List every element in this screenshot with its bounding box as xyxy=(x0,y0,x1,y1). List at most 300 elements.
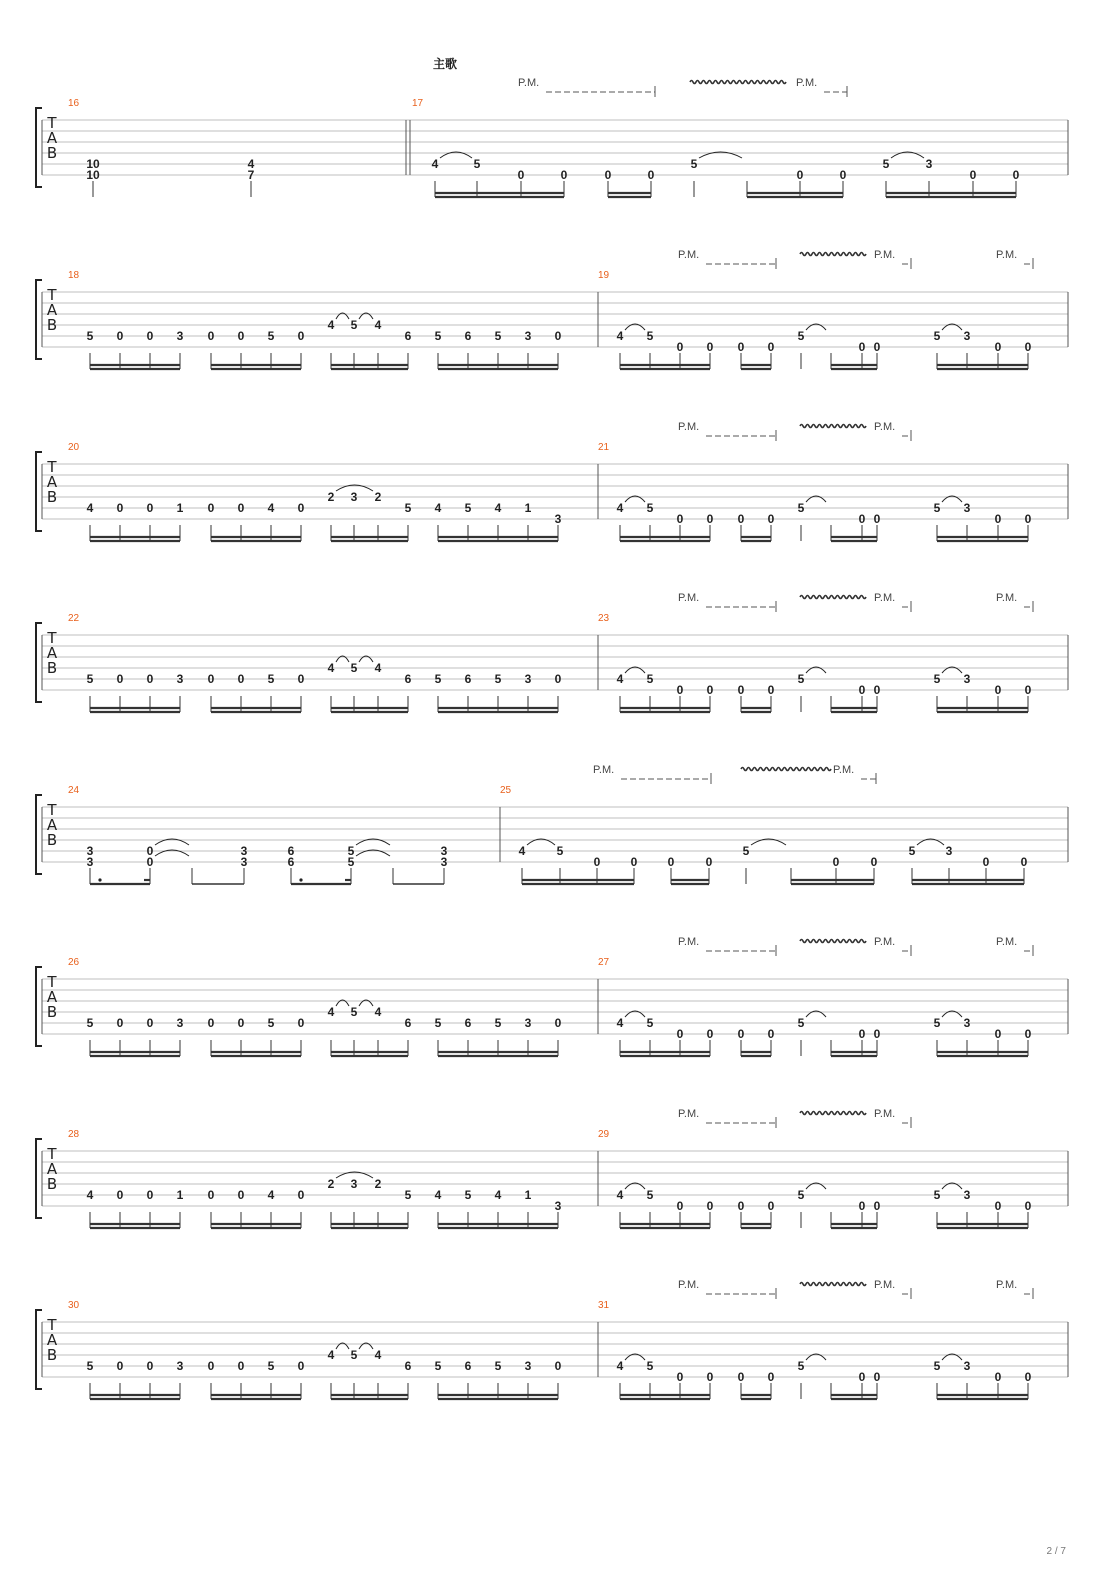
tab-clef-letter: T xyxy=(47,1145,57,1163)
tab-clef-letter: A xyxy=(46,644,58,662)
fret-number: 1 xyxy=(176,1188,184,1202)
fret-number: 5 xyxy=(797,501,805,515)
dot xyxy=(299,878,302,881)
fret-number: 6 xyxy=(287,844,295,858)
fret-number: 5 xyxy=(86,1016,94,1030)
palm-mute-label: P.M. xyxy=(996,592,1018,604)
fret-number: 4 xyxy=(494,501,502,515)
fret-number: 5 xyxy=(434,329,442,343)
vibrato-mark xyxy=(800,425,866,428)
fret-number: 5 xyxy=(434,672,442,686)
vibrato-mark xyxy=(741,768,831,771)
fret-number: 5 xyxy=(933,672,941,686)
fret-number: 0 xyxy=(676,1370,684,1384)
fret-number: 5 xyxy=(797,329,805,343)
fret-number: 2 xyxy=(327,490,335,504)
fret-number: 5 xyxy=(933,1016,941,1030)
tab-clef-letter: T xyxy=(47,629,57,647)
fret-number: 0 xyxy=(146,1016,154,1030)
fret-number: 3 xyxy=(524,1016,532,1030)
fret-number: 3 xyxy=(963,1188,971,1202)
fret-number: 3 xyxy=(440,844,448,858)
fret-number: 0 xyxy=(116,1016,124,1030)
fret-number: 0 xyxy=(237,1359,245,1373)
vibrato-mark xyxy=(800,1283,866,1286)
fret-number: 0 xyxy=(667,855,675,869)
fret-number: 3 xyxy=(350,490,358,504)
fret-number: 3 xyxy=(524,329,532,343)
palm-mute-label: P.M. xyxy=(874,1279,896,1291)
system-bracket xyxy=(36,795,42,874)
vibrato-mark xyxy=(800,253,866,256)
fret-number: 1 xyxy=(524,1188,532,1202)
fret-number: 0 xyxy=(116,329,124,343)
fret-number: 4 xyxy=(494,1188,502,1202)
fret-number: 0 xyxy=(767,1199,775,1213)
fret-number: 5 xyxy=(742,844,750,858)
fret-number: 5 xyxy=(933,329,941,343)
palm-mute-label: P.M. xyxy=(678,592,700,604)
fret-number: 0 xyxy=(554,1016,562,1030)
fret-number: 5 xyxy=(404,1188,412,1202)
fret-number: 4 xyxy=(616,672,624,686)
fret-number: 0 xyxy=(873,1199,881,1213)
fret-number: 0 xyxy=(297,672,305,686)
fret-number: 4 xyxy=(616,1359,624,1373)
tab-clef-letter: A xyxy=(46,816,58,834)
fret-number: 5 xyxy=(882,157,890,171)
fret-number: 0 xyxy=(706,1199,714,1213)
fret-number: 5 xyxy=(933,501,941,515)
fret-number: 3 xyxy=(240,855,248,869)
system-bracket xyxy=(36,1139,42,1218)
fret-number: 5 xyxy=(267,1016,275,1030)
fret-number: 5 xyxy=(646,672,654,686)
tab-clef-letter: A xyxy=(46,129,58,147)
fret-number: 0 xyxy=(554,329,562,343)
fret-number: 0 xyxy=(517,168,525,182)
fret-number: 5 xyxy=(86,1359,94,1373)
fret-number: 5 xyxy=(473,157,481,171)
fret-number: 0 xyxy=(297,329,305,343)
fret-number: 4 xyxy=(86,1188,94,1202)
fret-number: 0 xyxy=(767,512,775,526)
fret-number: 3 xyxy=(176,329,184,343)
fret-number: 0 xyxy=(116,672,124,686)
fret-number: 0 xyxy=(1024,1199,1032,1213)
fret-number: 0 xyxy=(237,1016,245,1030)
fret-number: 0 xyxy=(297,501,305,515)
fret-number: 6 xyxy=(404,329,412,343)
fret-number: 5 xyxy=(347,844,355,858)
fret-number: 0 xyxy=(146,672,154,686)
fret-number: 5 xyxy=(556,844,564,858)
fret-number: 0 xyxy=(207,672,215,686)
fret-number: 0 xyxy=(706,1370,714,1384)
fret-number: 0 xyxy=(237,329,245,343)
fret-number: 3 xyxy=(176,672,184,686)
fret-number: 5 xyxy=(267,329,275,343)
bar-number: 23 xyxy=(598,613,610,624)
palm-mute-label: P.M. xyxy=(678,1279,700,1291)
fret-number: 5 xyxy=(690,157,698,171)
fret-number: 5 xyxy=(797,1359,805,1373)
fret-number: 3 xyxy=(925,157,933,171)
fret-number: 0 xyxy=(858,1027,866,1041)
section-label: 主歌 xyxy=(432,57,458,71)
fret-number: 4 xyxy=(374,318,382,332)
palm-mute-label: P.M. xyxy=(833,764,855,776)
fret-number: 3 xyxy=(86,855,94,869)
fret-number: 5 xyxy=(646,1188,654,1202)
tab-clef-letter: T xyxy=(47,1316,57,1334)
fret-number: 6 xyxy=(404,672,412,686)
fret-number: 0 xyxy=(676,683,684,697)
fret-number: 0 xyxy=(767,683,775,697)
fret-number: 0 xyxy=(237,501,245,515)
fret-number: 4 xyxy=(327,661,335,675)
fret-number: 4 xyxy=(327,1348,335,1362)
fret-number: 3 xyxy=(963,1359,971,1373)
fret-number: 0 xyxy=(554,1359,562,1373)
fret-number: 5 xyxy=(464,501,472,515)
fret-number: 0 xyxy=(1020,855,1028,869)
bar-number: 29 xyxy=(598,1129,610,1140)
fret-number: 3 xyxy=(176,1359,184,1373)
tab-clef-letter: T xyxy=(47,114,57,132)
fret-number: 0 xyxy=(737,1199,745,1213)
fret-number: 5 xyxy=(267,1359,275,1373)
fret-number: 3 xyxy=(176,1016,184,1030)
fret-number: 0 xyxy=(146,1359,154,1373)
fret-number: 0 xyxy=(560,168,568,182)
fret-number: 3 xyxy=(350,1177,358,1191)
fret-number: 0 xyxy=(676,1027,684,1041)
tab-clef-letter: A xyxy=(46,473,58,491)
fret-number: 5 xyxy=(267,672,275,686)
fret-number: 3 xyxy=(945,844,953,858)
fret-number: 0 xyxy=(146,329,154,343)
bar-number: 17 xyxy=(412,98,424,109)
tab-clef-letter: A xyxy=(46,988,58,1006)
fret-number: 2 xyxy=(327,1177,335,1191)
fret-number: 0 xyxy=(146,855,154,869)
palm-mute-label: P.M. xyxy=(593,764,615,776)
fret-number: 6 xyxy=(464,1359,472,1373)
fret-number: 0 xyxy=(676,512,684,526)
fret-number: 5 xyxy=(494,1359,502,1373)
fret-number: 0 xyxy=(146,501,154,515)
fret-number: 0 xyxy=(706,512,714,526)
fret-number: 3 xyxy=(554,1199,562,1213)
palm-mute-label: P.M. xyxy=(874,249,896,261)
fret-number: 6 xyxy=(404,1016,412,1030)
fret-number: 4 xyxy=(431,157,439,171)
fret-number: 2 xyxy=(374,490,382,504)
fret-number: 4 xyxy=(434,501,442,515)
system-bracket xyxy=(36,623,42,702)
fret-number: 0 xyxy=(832,855,840,869)
bar-number: 18 xyxy=(68,270,80,281)
fret-number: 5 xyxy=(933,1359,941,1373)
bar-number: 26 xyxy=(68,957,80,968)
fret-number: 5 xyxy=(646,329,654,343)
fret-number: 0 xyxy=(604,168,612,182)
system-bracket xyxy=(36,280,42,359)
fret-number: 0 xyxy=(116,1188,124,1202)
fret-number: 0 xyxy=(207,501,215,515)
fret-number: 5 xyxy=(908,844,916,858)
fret-number: 0 xyxy=(870,855,878,869)
fret-number: 0 xyxy=(593,855,601,869)
tab-clef-letter: B xyxy=(46,144,58,162)
fret-number: 7 xyxy=(247,168,255,182)
fret-number: 0 xyxy=(796,168,804,182)
bar-number: 19 xyxy=(598,270,610,281)
fret-number: 0 xyxy=(982,855,990,869)
fret-number: 0 xyxy=(737,1370,745,1384)
fret-number: 2 xyxy=(374,1177,382,1191)
fret-number: 0 xyxy=(737,1027,745,1041)
fret-number: 4 xyxy=(267,1188,275,1202)
tab-clef-letter: T xyxy=(47,286,57,304)
bar-number: 27 xyxy=(598,957,610,968)
fret-number: 4 xyxy=(327,318,335,332)
fret-number: 5 xyxy=(347,855,355,869)
fret-number: 0 xyxy=(737,683,745,697)
fret-number: 4 xyxy=(518,844,526,858)
tab-clef-letter: A xyxy=(46,1160,58,1178)
palm-mute-label: P.M. xyxy=(874,592,896,604)
fret-number: 4 xyxy=(616,1188,624,1202)
fret-number: 0 xyxy=(554,672,562,686)
fret-number: 4 xyxy=(374,1348,382,1362)
tab-clef-letter: B xyxy=(46,488,58,506)
tab-systems xyxy=(36,77,1068,1399)
fret-number: 5 xyxy=(646,501,654,515)
fret-number: 5 xyxy=(933,1188,941,1202)
bar-number: 30 xyxy=(68,1300,80,1311)
fret-number: 0 xyxy=(873,683,881,697)
fret-number: 3 xyxy=(963,1016,971,1030)
fret-number: 5 xyxy=(464,1188,472,1202)
fret-number: 0 xyxy=(116,501,124,515)
fret-number: 1 xyxy=(524,501,532,515)
tab-clef-letter: T xyxy=(47,801,57,819)
system-bracket xyxy=(36,1310,42,1389)
fret-number: 6 xyxy=(287,855,295,869)
fret-number: 10 xyxy=(86,157,100,171)
fret-number: 0 xyxy=(873,512,881,526)
vibrato-mark xyxy=(800,1112,866,1115)
fret-number: 5 xyxy=(86,672,94,686)
bar-number: 20 xyxy=(68,442,80,453)
bar-number: 21 xyxy=(598,442,610,453)
fret-number: 0 xyxy=(873,1370,881,1384)
fret-number: 5 xyxy=(350,1348,358,1362)
fret-number: 6 xyxy=(464,672,472,686)
fret-number: 0 xyxy=(994,1199,1002,1213)
fret-number: 5 xyxy=(86,329,94,343)
bar-number: 16 xyxy=(68,98,80,109)
fret-number: 0 xyxy=(630,855,638,869)
fret-number: 5 xyxy=(646,1016,654,1030)
system-bracket xyxy=(36,967,42,1046)
fret-number: 4 xyxy=(86,501,94,515)
fret-number: 4 xyxy=(434,1188,442,1202)
palm-mute-label: P.M. xyxy=(678,421,700,433)
fret-number: 0 xyxy=(705,855,713,869)
palm-mute-label: P.M. xyxy=(796,77,818,89)
palm-mute-label: P.M. xyxy=(996,249,1018,261)
fret-number: 0 xyxy=(647,168,655,182)
vibrato-mark xyxy=(800,596,866,599)
fret-number: 4 xyxy=(616,501,624,515)
fret-number: 0 xyxy=(858,683,866,697)
fret-number: 0 xyxy=(873,1027,881,1041)
fret-number: 5 xyxy=(494,1016,502,1030)
tab-clef-letter: B xyxy=(46,1175,58,1193)
fret-number: 3 xyxy=(524,672,532,686)
fret-number: 3 xyxy=(963,672,971,686)
palm-mute-label: P.M. xyxy=(678,1108,700,1120)
fret-number: 0 xyxy=(858,1199,866,1213)
fret-number: 0 xyxy=(1024,1370,1032,1384)
fret-number: 0 xyxy=(1024,1027,1032,1041)
palm-mute-label: P.M. xyxy=(996,936,1018,948)
fret-number: 5 xyxy=(494,329,502,343)
bar-number: 25 xyxy=(500,785,512,796)
fret-number: 0 xyxy=(767,340,775,354)
tab-clef-letter: B xyxy=(46,659,58,677)
fret-number: 0 xyxy=(858,512,866,526)
fret-number: 6 xyxy=(464,1016,472,1030)
dot xyxy=(98,878,101,881)
fret-number: 6 xyxy=(464,329,472,343)
fret-number: 0 xyxy=(297,1016,305,1030)
tab-clef-letter: B xyxy=(46,1003,58,1021)
fret-number: 0 xyxy=(994,340,1002,354)
fret-number: 0 xyxy=(706,340,714,354)
fret-number: 0 xyxy=(994,1027,1002,1041)
fret-number: 0 xyxy=(737,340,745,354)
fret-number: 0 xyxy=(994,512,1002,526)
fret-number: 0 xyxy=(1024,340,1032,354)
fret-number: 5 xyxy=(494,672,502,686)
fret-number: 0 xyxy=(706,683,714,697)
fret-number: 5 xyxy=(797,1016,805,1030)
fret-number: 10 xyxy=(86,168,100,182)
system-bracket xyxy=(36,452,42,531)
tab-clef-letter: A xyxy=(46,1331,58,1349)
bar-number: 24 xyxy=(68,785,80,796)
fret-number: 4 xyxy=(616,1016,624,1030)
fret-number: 5 xyxy=(797,1188,805,1202)
fret-number: 4 xyxy=(616,329,624,343)
fret-number: 0 xyxy=(858,1370,866,1384)
fret-number: 1 xyxy=(176,501,184,515)
fret-number: 6 xyxy=(404,1359,412,1373)
fret-number: 0 xyxy=(969,168,977,182)
fret-number: 5 xyxy=(404,501,412,515)
fret-number: 0 xyxy=(297,1188,305,1202)
fret-number: 0 xyxy=(873,340,881,354)
fret-number: 0 xyxy=(994,683,1002,697)
fret-number: 3 xyxy=(524,1359,532,1373)
fret-number: 5 xyxy=(434,1359,442,1373)
palm-mute-label: P.M. xyxy=(874,421,896,433)
tab-clef-letter: A xyxy=(46,301,58,319)
fret-number: 0 xyxy=(237,1188,245,1202)
fret-number: 0 xyxy=(1024,683,1032,697)
fret-number: 5 xyxy=(797,672,805,686)
fret-number: 0 xyxy=(676,340,684,354)
fret-number: 0 xyxy=(1012,168,1020,182)
fret-number: 4 xyxy=(327,1005,335,1019)
fret-number: 3 xyxy=(440,855,448,869)
page-number: 2 / 7 xyxy=(1046,1546,1066,1557)
fret-number: 0 xyxy=(146,1188,154,1202)
fret-number: 0 xyxy=(858,340,866,354)
bar-number: 22 xyxy=(68,613,80,624)
palm-mute-label: P.M. xyxy=(874,936,896,948)
fret-number: 4 xyxy=(267,501,275,515)
bar-number: 31 xyxy=(598,1300,610,1311)
tab-clef-letter: B xyxy=(46,1346,58,1364)
fret-number: 4 xyxy=(374,661,382,675)
fret-number: 3 xyxy=(963,501,971,515)
fret-number: 3 xyxy=(963,329,971,343)
fret-number: 0 xyxy=(297,1359,305,1373)
fret-number: 0 xyxy=(207,329,215,343)
system-bracket xyxy=(36,108,42,187)
palm-mute-label: P.M. xyxy=(678,249,700,261)
fret-number: 0 xyxy=(737,512,745,526)
fret-number: 3 xyxy=(554,512,562,526)
fret-number: 0 xyxy=(237,672,245,686)
fret-number: 5 xyxy=(434,1016,442,1030)
fret-number: 0 xyxy=(676,1199,684,1213)
fret-number: 3 xyxy=(86,844,94,858)
fret-number: 0 xyxy=(994,1370,1002,1384)
tab-clef-letter: B xyxy=(46,831,58,849)
fret-number: 0 xyxy=(207,1359,215,1373)
fret-number: 0 xyxy=(1024,512,1032,526)
fret-number: 0 xyxy=(207,1016,215,1030)
fret-number: 0 xyxy=(767,1370,775,1384)
palm-mute-label: P.M. xyxy=(996,1279,1018,1291)
fret-number: 0 xyxy=(839,168,847,182)
tab-clef-letter: T xyxy=(47,973,57,991)
fret-number: 5 xyxy=(350,661,358,675)
fret-number: 3 xyxy=(240,844,248,858)
fret-number: 5 xyxy=(350,318,358,332)
palm-mute-label: P.M. xyxy=(518,77,540,89)
palm-mute-label: P.M. xyxy=(874,1108,896,1120)
fret-number: 0 xyxy=(706,1027,714,1041)
fret-number: 4 xyxy=(247,157,255,171)
fret-number: 4 xyxy=(374,1005,382,1019)
fret-number: 0 xyxy=(767,1027,775,1041)
vibrato-mark xyxy=(800,940,866,943)
fret-number: 0 xyxy=(207,1188,215,1202)
fret-number: 0 xyxy=(116,1359,124,1373)
fret-number: 5 xyxy=(350,1005,358,1019)
tab-clef-letter: T xyxy=(47,458,57,476)
fret-number: 0 xyxy=(146,844,154,858)
fret-number: 5 xyxy=(646,1359,654,1373)
palm-mute-label: P.M. xyxy=(678,936,700,948)
